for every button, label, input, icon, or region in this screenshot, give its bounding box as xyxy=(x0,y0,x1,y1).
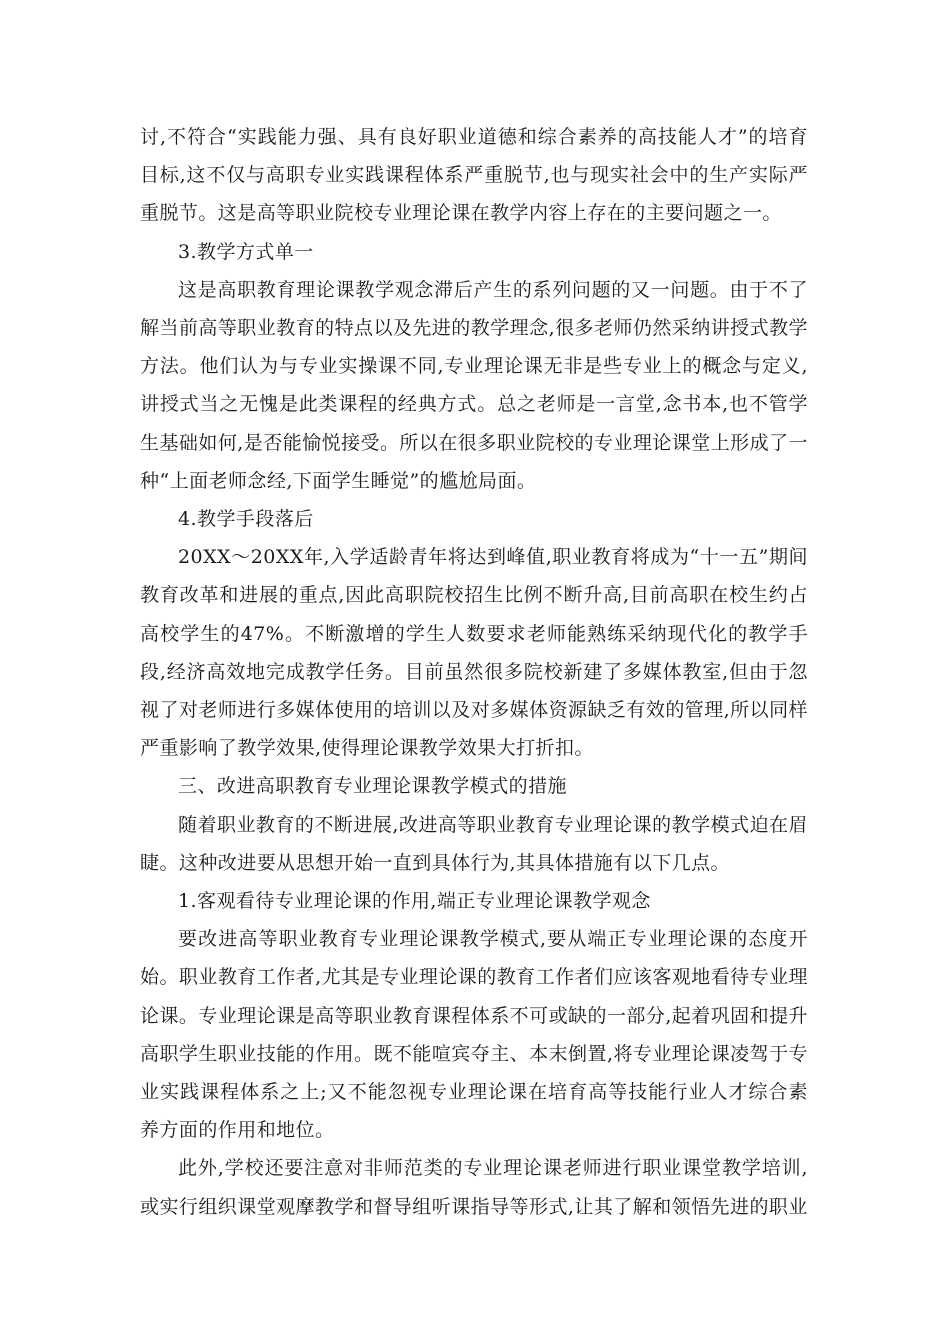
paragraph: 20XX～20XX年,入学适龄青年将达到峰值,职业教育将成为“十一五”期间教育改革和进展的重点,因此高职院校招生比例不断升高,目前高职在校生约占高校学生的47%。不断激增的学生人数要求老师能熟练采纳现代化的教学手段,经济高效地完成教学任务。目前虽然很多院校新建了多媒体教室,但由于忽视了对老师进行多媒体使用的培训以及对多媒体资源缺乏有效的管理,所以同样严重影响了教学效果,使得理论课教学效果大打折扣。 xyxy=(140,546,808,760)
paragraph: 这是高职教育理论课教学观念滞后产生的系列问题的又一问题。由于不了解当前高等职业教育的特点以及先进的教学理念,很多老师仍然采纳讲授式教学方法。他们认为与专业实操课不同,专业理论课无非是些专业上的概念与定义,讲授式当之无愧是此类课程的经典方式。总之老师是一言堂,念书本,也不管学生基础如何,是否能愉悦接受。所以在很多职业院校的专业理论课堂上形成了一种“上面老师念经,下面学生睡觉”的尴尬局面。 xyxy=(140,278,808,492)
paragraph: 此外,学校还要注意对非师范类的专业理论课老师进行职业课堂教学培训,或实行组织课堂观摩教学和督导组听课指导等形式,让其了解和领悟先进的职业 xyxy=(140,1157,808,1218)
paragraph: 讨,不符合“实践能力强、具有良好职业道德和综合素养的高技能人才”的培育目标,这不仅与高职专业实践课程体系严重脱节,也与现实社会中的生产实际严重脱节。这是高等职业院校专业理论课在教学内容上存在的主要问题之一。 xyxy=(140,126,808,225)
paragraph: 要改进高等职业教育专业理论课教学模式,要从端正专业理论课的态度开始。职业教育工作者,尤其是专业理论课的教育工作者们应该客观地看待专业理论课。专业理论课是高等职业教育课程体系不可或缺的一部分,起着巩固和提升高职学生职业技能的作用。既不能喧宾夺主、本末倒置,将专业理论课凌驾于专业实践课程体系之上;又不能忽视专业理论课在培育高等技能行业人才综合素养方面的作用和地位。 xyxy=(140,928,808,1142)
section-heading: 1.客观看待专业理论课的作用,端正专业理论课教学观念 xyxy=(178,890,651,913)
section-heading: 4.教学手段落后 xyxy=(178,508,314,531)
section-heading: 三、改进高职教育专业理论课教学模式的措施 xyxy=(178,775,568,798)
section-heading: 3.教学方式单一 xyxy=(178,240,314,263)
paragraph: 随着职业教育的不断进展,改进高等职业教育专业理论课的教学模式迫在眉睫。这种改进要从思想开始一直到具体行为,其具体措施有以下几点。 xyxy=(140,813,808,874)
document-body xyxy=(140,118,808,1226)
